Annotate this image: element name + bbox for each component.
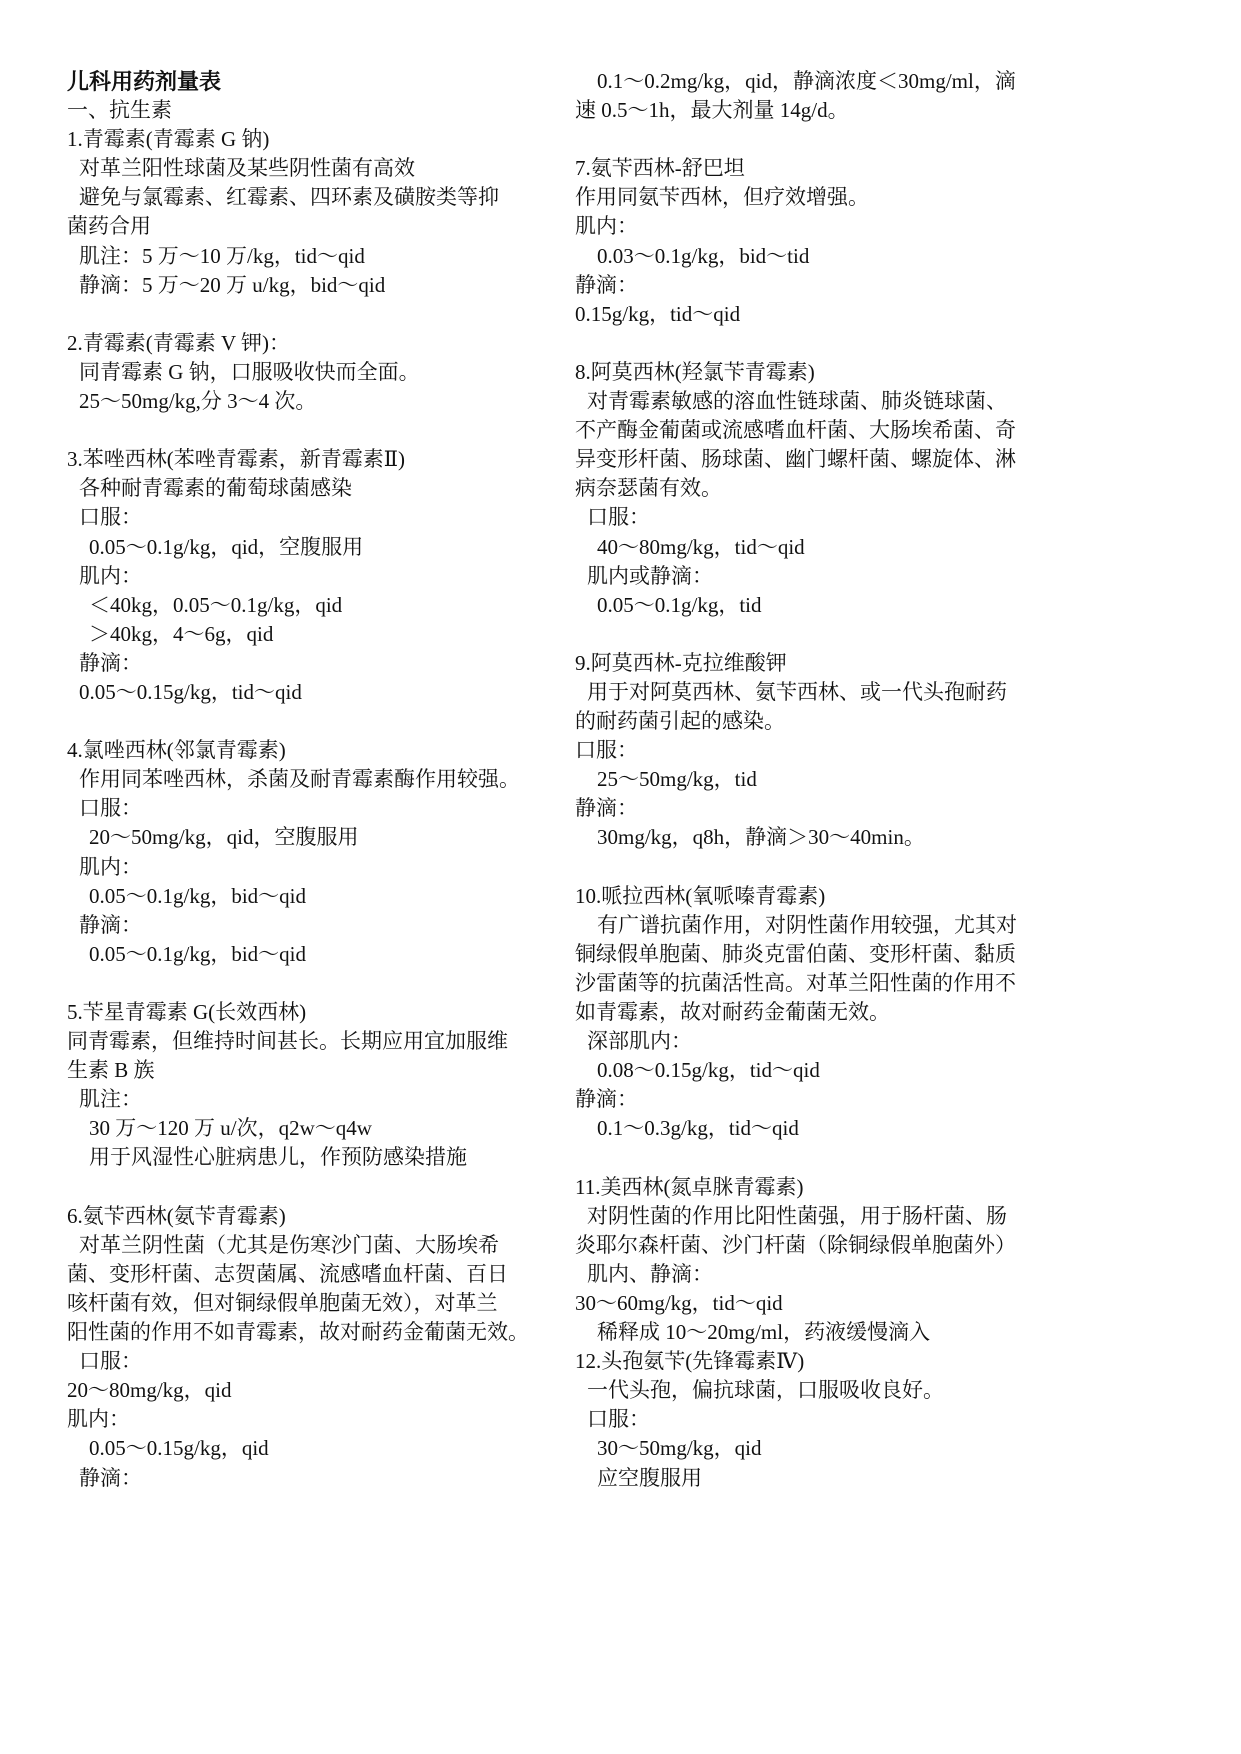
route-label: 静滴： xyxy=(575,1087,638,1112)
note-line: 应空腹服用 xyxy=(597,1465,702,1490)
route-label: 静滴： xyxy=(79,912,142,937)
drug-heading: 5.苄星青霉素 G(长效西林) xyxy=(67,1000,307,1024)
drug-heading: 10.哌拉西林(氧哌嗪青霉素) xyxy=(575,883,826,908)
route-label: 肌内： xyxy=(79,854,142,879)
description-line: 沙雷菌等的抗菌活性高。对革兰阳性菌的作用不 xyxy=(575,970,1016,995)
dosage-line: 0.05～0.15g/kg，qid xyxy=(89,1436,269,1461)
drug-heading: 12.头孢氨苄(先锋霉素Ⅳ) xyxy=(575,1349,805,1374)
description-line: 作用同氨苄西林，但疗效增强。 xyxy=(575,185,869,210)
route-label: 静滴： xyxy=(575,272,638,297)
drug-heading: 7.氨苄西林-舒巴坦 xyxy=(575,156,745,181)
dosage-line: 30～50mg/kg，qid xyxy=(597,1436,762,1461)
drug-heading: 3.苯唑西林(苯唑青霉素，新青霉素Ⅱ) xyxy=(67,447,406,472)
dosage-line: 20～80mg/kg，qid xyxy=(67,1378,232,1403)
description-line: 作用同苯唑西林，杀菌及耐青霉素酶作用较强。 xyxy=(79,767,520,792)
description-line: 菌药合用 xyxy=(67,214,151,239)
description-line: 对革兰阳性球菌及某些阴性菌有高效 xyxy=(79,156,415,181)
dosage-line: 0.05～0.1g/kg，qid，空腹服用 xyxy=(89,534,364,559)
left-column xyxy=(67,67,547,1493)
route-label: 肌内： xyxy=(575,214,638,239)
description-line: 如青霉素，故对耐药金葡菌无效。 xyxy=(575,1000,890,1024)
route-label: 肌内： xyxy=(67,1407,130,1432)
dosage-line: 0.03～0.1g/kg，bid～tid xyxy=(597,243,810,268)
dosage-line: 0.15g/kg，tid～qid xyxy=(575,301,741,326)
route-label: 口服： xyxy=(587,505,650,530)
route-label: 肌内： xyxy=(79,563,142,588)
drug-heading: 8.阿莫西林(羟氯苄青霉素) xyxy=(575,359,815,384)
route-label: 肌内或静滴： xyxy=(587,563,713,588)
route-label: 肌内、静滴： xyxy=(587,1261,713,1286)
description-line: 炎耶尔森杆菌、沙门杆菌（除铜绿假单胞菌外） xyxy=(575,1232,1016,1257)
dosage-line: 20～50mg/kg，qid，空腹服用 xyxy=(89,825,359,850)
description-line: 病奈瑟菌有效。 xyxy=(575,476,722,501)
dosage-line: ＜40kg，0.05～0.1g/kg，qid xyxy=(89,592,343,617)
description-line: 各种耐青霉素的葡萄球菌感染 xyxy=(79,476,352,501)
dosage-line: 30 万～120 万 u/次，q2w～q4w xyxy=(89,1116,372,1141)
description-line: 阳性菌的作用不如青霉素，故对耐药金葡菌无效。 xyxy=(67,1320,529,1345)
note-line: 稀释成 10～20mg/ml，药液缓慢滴入 xyxy=(597,1320,931,1345)
dosage-line: 速 0.5～1h，最大剂量 14g/d。 xyxy=(575,98,849,123)
description-line: 用于对阿莫西林、氨苄西林、或一代头孢耐药 xyxy=(587,679,1007,704)
description-line: 生素 B 族 xyxy=(67,1058,155,1083)
drug-heading: 2.青霉素(青霉素 V 钾)： xyxy=(67,330,291,355)
dosage-line: 25～50mg/kg，tid xyxy=(597,767,757,792)
dosage-line: 30～60mg/kg，tid～qid xyxy=(575,1290,783,1315)
description-line: 咳杆菌有效，但对铜绿假单胞菌无效），对革兰 xyxy=(67,1290,498,1315)
route-label: 静滴： xyxy=(79,650,142,675)
description-line: 不产酶金葡菌或流感嗜血杆菌、大肠埃希菌、奇 xyxy=(575,418,1016,443)
dosage-line: 0.05～0.1g/kg，bid～qid xyxy=(89,941,307,966)
drug-heading: 9.阿莫西林-克拉维酸钾 xyxy=(575,650,787,675)
dosage-line: 0.1～0.2mg/kg，qid，静滴浓度＜30mg/ml，滴 xyxy=(597,69,1016,93)
drug-heading: 6.氨苄西林(氨苄青霉素) xyxy=(67,1203,286,1228)
description-line: 对青霉素敏感的溶血性链球菌、肺炎链球菌、 xyxy=(587,389,1007,414)
drug-heading: 11.美西林(氮卓脒青霉素) xyxy=(575,1174,804,1199)
description-line: 对阴性菌的作用比阳性菌强，用于肠杆菌、肠 xyxy=(587,1203,1007,1228)
dosage-line: 0.05～0.1g/kg，bid～qid xyxy=(89,883,307,908)
description-line: 有广谱抗菌作用，对阴性菌作用较强，尤其对 xyxy=(597,912,1017,937)
route-label: 口服： xyxy=(587,1407,650,1432)
dosage-line: 0.05～0.15g/kg，tid～qid xyxy=(79,679,302,704)
route-label: 静滴： xyxy=(79,1465,142,1490)
dosage-line: 0.05～0.1g/kg，tid xyxy=(597,592,762,617)
description-line: 同青霉素，但维持时间甚长。长期应用宜加服维 xyxy=(67,1029,508,1054)
route-label: 口服： xyxy=(79,505,142,530)
route-label: 肌注： xyxy=(79,1087,142,1112)
route-label: 口服： xyxy=(79,796,142,821)
dosage-line: 肌注：5 万～10 万/kg，tid～qid xyxy=(79,243,365,268)
dosage-line: 静滴：5 万～20 万 u/kg，bid～qid xyxy=(79,272,386,297)
dosage-line: 40～80mg/kg，tid～qid xyxy=(597,534,805,559)
dosage-line: 0.08～0.15g/kg，tid～qid xyxy=(597,1058,820,1083)
dosage-line: 0.1～0.3g/kg，tid～qid xyxy=(597,1116,799,1141)
document-title: 儿科用药剂量表 xyxy=(67,69,222,94)
description-line: 菌、变形杆菌、志贺菌属、流感嗜血杆菌、百日 xyxy=(67,1261,508,1286)
route-label: 深部肌内： xyxy=(587,1029,692,1054)
description-line: 异变形杆菌、肠球菌、幽门螺杆菌、螺旋体、淋 xyxy=(575,447,1016,472)
description-line: 同青霉素 G 钠，口服吸收快而全面。 xyxy=(79,359,420,384)
description-line: 避免与氯霉素、红霉素、四环素及磺胺类等抑 xyxy=(79,185,499,210)
drug-heading: 1.青霉素(青霉素 G 钠) xyxy=(67,127,270,152)
route-label: 口服： xyxy=(575,738,638,763)
description-line: 对革兰阴性菌（尤其是伤寒沙门菌、大肠埃希 xyxy=(79,1232,499,1257)
section-heading: 一、抗生素 xyxy=(67,98,172,123)
route-label: 口服： xyxy=(79,1349,142,1374)
dosage-line: ＞40kg，4～6g，qid xyxy=(89,621,274,646)
description-line: 的耐药菌引起的感染。 xyxy=(575,709,785,734)
description-line: 铜绿假单胞菌、肺炎克雷伯菌、变形杆菌、黏质 xyxy=(575,941,1016,966)
right-column xyxy=(575,67,1055,1493)
note-line: 用于风湿性心脏病患儿，作预防感染措施 xyxy=(89,1145,467,1170)
dosage-line: 25～50mg/kg,分 3～4 次。 xyxy=(79,389,317,414)
route-label: 静滴： xyxy=(575,796,638,821)
description-line: 一代头孢，偏抗球菌，口服吸收良好。 xyxy=(587,1378,944,1403)
dosage-line: 30mg/kg，q8h，静滴＞30～40min。 xyxy=(597,825,925,850)
drug-heading: 4.氯唑西林(邻氯青霉素) xyxy=(67,738,286,763)
